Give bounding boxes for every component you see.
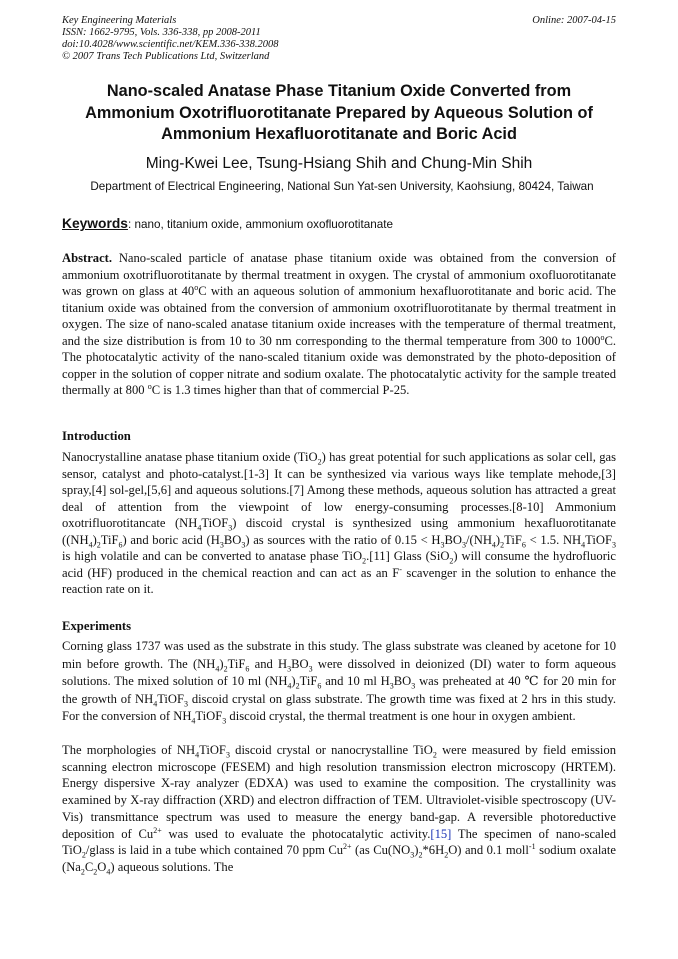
title-line-1: Nano-scaled Anatase Phase Titanium Oxide Converted from bbox=[106, 82, 572, 100]
author-list: Ming-Kwei Lee, Tsung-Hsiang Shih and Chung-Min Shih bbox=[145, 155, 533, 172]
issn-line: ISSN: 1662-9795, Vols. 336-338, pp 2008-2011 bbox=[62, 27, 261, 38]
title-line-3: Ammonium Hexafluorotitanate and Boric Acid bbox=[161, 125, 517, 143]
introduction-heading: Introduction bbox=[62, 429, 131, 443]
abstract-paragraph: Abstract. Nano-scaled particle of anatase phase titanium oxide was obtained from the conversion of ammonium oxotrifluorotitanate by thermal treatment in oxygen. The crystal of ammonium oxofluorotitanate was grown on glass at 40$^o$C with an aqueous solution of ammonium hexafluorotitanate and boric acid. The titanium oxide was obtained from the conversion of ammonium oxotrifluorotitanate by thermal treatment in oxygen. The size of nano-scaled anatase titanium oxide increases with the temperature of thermal treatment, and the size distribution is from 10 to 30 nm corresponding to the thermal temperature from 300 to 1000$^o$C. The photocatalytic activity of the nano-scaled titanium oxide was demonstrated by the photo-deposition of copper in the solution of copper nitrate and sodium oxalate. The photocatalytic activity for the sample treated thermally at 800 $^o$C is 1.3 times higher than that of commercial P-25. bbox=[62, 251, 616, 398]
doi-line: doi:10.4028/www.scientific.net/KEM.336-338.2008 bbox=[62, 39, 279, 50]
experiments-heading: Experiments bbox=[62, 619, 132, 633]
experiments-paragraph-1: Corning glass 1737 was used as the substrate in this study. The glass substrate was cleaned by acetone for 10 min before growth. The $(NH_4)_2TiF_6$ and $H_3BO_3$ were dissolved in deionized (DI) water to form aqueous solutions. The mixed solution of 10 ml $(NH_4)_2TiF_6$ and 10 ml $H_3BO_3$ was preheated at 40 ℃ for 20 min for the growth of $NH_4TiOF_3$ discoid crystal on glass substrate. The growth time was fixed at 2 hrs in this study. For the conversion of $NH_4TiOF_3$ discoid crystal, the thermal treatment is one hour in oxygen ambient. bbox=[62, 639, 616, 726]
keywords-label: Keywords bbox=[62, 216, 128, 231]
keywords-line: Keywords: nano, titanium oxide, ammonium oxofluorotitanate bbox=[62, 216, 394, 231]
online-date: Online: 2007-04-15 bbox=[532, 15, 616, 26]
affiliation: Department of Electrical Engineering, National Sun Yat-sen University, Kaohsiung, 80424, Taiwan bbox=[90, 180, 594, 193]
title-line-2: Ammonium Oxotrifluorotitanate Prepared by Aqueous Solution of bbox=[85, 103, 593, 122]
experiments-paragraph-2: The morphologies of $NH_4TiOF_3$ discoid crystal or nanocrystalline TiO$_2$ were measured by field emission scanning electron microscope (FESEM) and high resolution transmission electron microscopy (HRTEM). Energy dispersive X-ray analyzer (EDXA) was used to examine the composition. The crystallinity was examined by X-ray diffraction (XRD) and electron diffraction of TEM. Ultraviolet-visible spectroscopy (UV-Vis) transmittance spectrum was used to measure the energy band-gap. A reversible photoreductive deposition of $Cu^{2+}$ was used to evaluate the photocatalytic activity.[15] The specimen of nano-scaled TiO$_2$/glass is laid in a tube which contained 70 ppm $Cu^{2+}$ (as $Cu(NO_3)_2*6H_2O$) and 0.1 moll$^{-1}$ sodium oxalate $(Na_2C_2O_4)$ aqueous solutions. The bbox=[62, 743, 617, 877]
keywords-text: nano, titanium oxide, ammonium oxofluorotitanate bbox=[134, 218, 394, 231]
reference-link-15[interactable]: [15] bbox=[430, 826, 452, 841]
introduction-paragraph: Nanocrystalline anatase phase titanium oxide (TiO$_2$) has great potential for such applications as solar cell, gas sensor, catalyst and photo-catalyst.[1-3] It can be synthesized via various ways like template mehode,[3] spray,[4] sol-gel,[5,6] and aqueous solutions.[7] Among these methods, aqueous solution has attracted a great deal of attention from the viewpoint of low energy-consuming processes.[8-10] Ammonium oxotrifluorotitancate $(NH_4TiOF_3)$ discoid crystal is synthesized using ammonium hexafluorotitanate $((NH_4)_2TiF_6)$ and boric acid $(H_3BO_3)$ as sources with the ratio of $0.15 < H_3BO_3/(NH_4)_2TiF_6 < 1.5$. $NH_4TiOF_3$ is high volatile and can be converted to anatase phase TiO$_2$.[11] Glass (SiO$_2$) will consume the hydrofluoric acid (HF) produced in the chemical reaction and can act as an F- scavenger in the solution to enhance the reaction rate on it. bbox=[62, 450, 616, 597]
publication-header bbox=[62, 15, 616, 63]
journal-name: Key Engineering Materials bbox=[62, 15, 177, 26]
paper-title bbox=[62, 81, 616, 146]
copyright-line: © 2007 Trans Tech Publications Ltd, Switzerland bbox=[62, 51, 270, 62]
abstract-label: Abstract. bbox=[62, 251, 113, 265]
